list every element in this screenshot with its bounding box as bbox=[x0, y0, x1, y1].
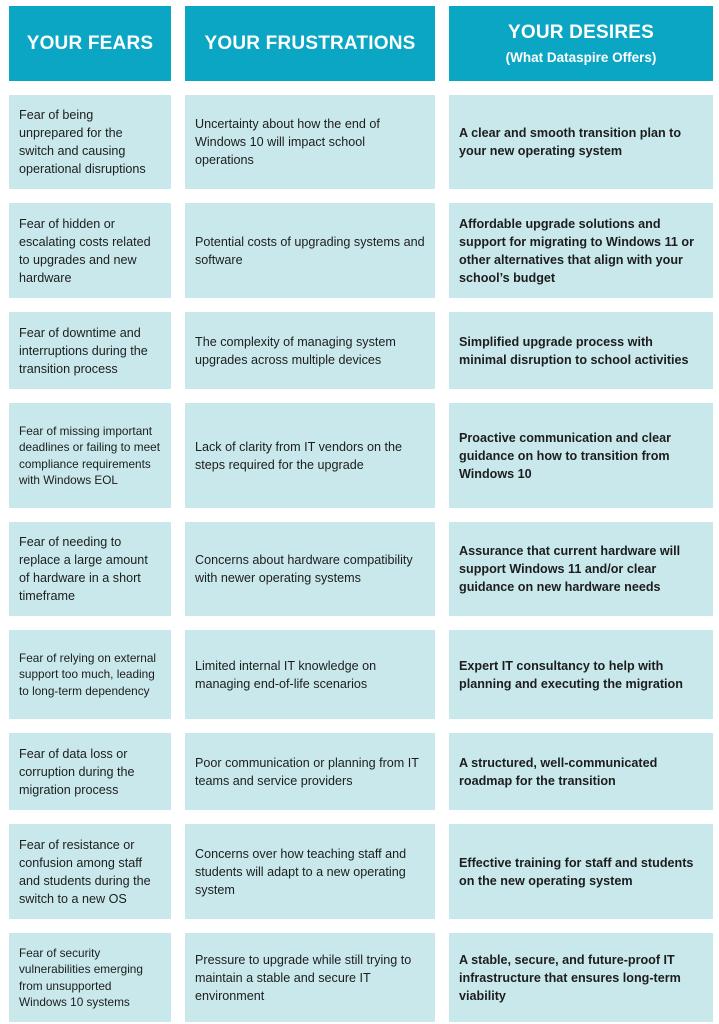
fear-cell: Fear of downtime and interruptions during the transition process bbox=[9, 312, 171, 389]
frustration-cell: The complexity of managing system upgrades across multiple devices bbox=[185, 312, 435, 389]
header-fears-title: YOUR FEARS bbox=[26, 32, 154, 54]
fear-cell: Fear of hidden or escalating costs related to upgrades and new hardware bbox=[9, 203, 171, 298]
frustration-cell: Potential costs of upgrading systems and software bbox=[185, 203, 435, 298]
fear-cell: Fear of relying on external support too much, leading to long-term dependency bbox=[9, 630, 171, 719]
frustration-cell: Limited internal IT knowledge on managing end-of-life scenarios bbox=[185, 630, 435, 719]
fear-cell: Fear of missing important deadlines or failing to meet compliance requirements with Windows EOL bbox=[9, 403, 171, 508]
desire-cell: Effective training for staff and students on the new operating system bbox=[449, 824, 713, 919]
header-desires bbox=[449, 6, 713, 81]
desire-cell: Proactive communication and clear guidance on how to transition from Windows 10 bbox=[449, 403, 713, 508]
desire-cell: A clear and smooth transition plan to your new operating system bbox=[449, 95, 713, 189]
fear-cell: Fear of needing to replace a large amount of hardware in a short timeframe bbox=[9, 522, 171, 616]
desire-cell: Simplified upgrade process with minimal disruption to school activities bbox=[449, 312, 713, 389]
header-frustrations-title: YOUR FRUSTRATIONS bbox=[204, 32, 416, 54]
fear-cell: Fear of being unprepared for the switch and causing operational disruptions bbox=[9, 95, 171, 189]
frustration-cell: Pressure to upgrade while still trying to maintain a stable and secure IT environment bbox=[185, 933, 435, 1022]
header-desires-subtitle: (What Dataspire Offers) bbox=[505, 50, 657, 65]
frustration-cell: Concerns over how teaching staff and students will adapt to a new operating system bbox=[185, 824, 435, 919]
frustration-cell: Uncertainty about how the end of Windows 10 will impact school operations bbox=[185, 95, 435, 189]
fear-cell: Fear of data loss or corruption during the migration process bbox=[9, 733, 171, 810]
frustration-cell: Poor communication or planning from IT teams and service providers bbox=[185, 733, 435, 810]
header-desires-title: YOUR DESIRES bbox=[508, 22, 654, 43]
header-frustrations bbox=[185, 6, 435, 81]
desire-cell: A stable, secure, and future-proof IT infrastructure that ensures long-term viability bbox=[449, 933, 713, 1022]
desire-cell: A structured, well-communicated roadmap for the transition bbox=[449, 733, 713, 810]
frustration-cell: Concerns about hardware compatibility with newer operating systems bbox=[185, 522, 435, 616]
desire-cell: Assurance that current hardware will support Windows 11 and/or clear guidance on new hardware needs bbox=[449, 522, 713, 616]
desire-cell: Affordable upgrade solutions and support for migrating to Windows 11 or other alternatives that align with your school’s budget bbox=[449, 203, 713, 298]
desire-cell: Expert IT consultancy to help with planning and executing the migration bbox=[449, 630, 713, 719]
header-fears bbox=[9, 6, 171, 81]
fear-cell: Fear of security vulnerabilities emerging from unsupported Windows 10 systems bbox=[9, 933, 171, 1022]
frustration-cell: Lack of clarity from IT vendors on the steps required for the upgrade bbox=[185, 403, 435, 508]
fear-cell: Fear of resistance or confusion among staff and students during the switch to a new OS bbox=[9, 824, 171, 919]
